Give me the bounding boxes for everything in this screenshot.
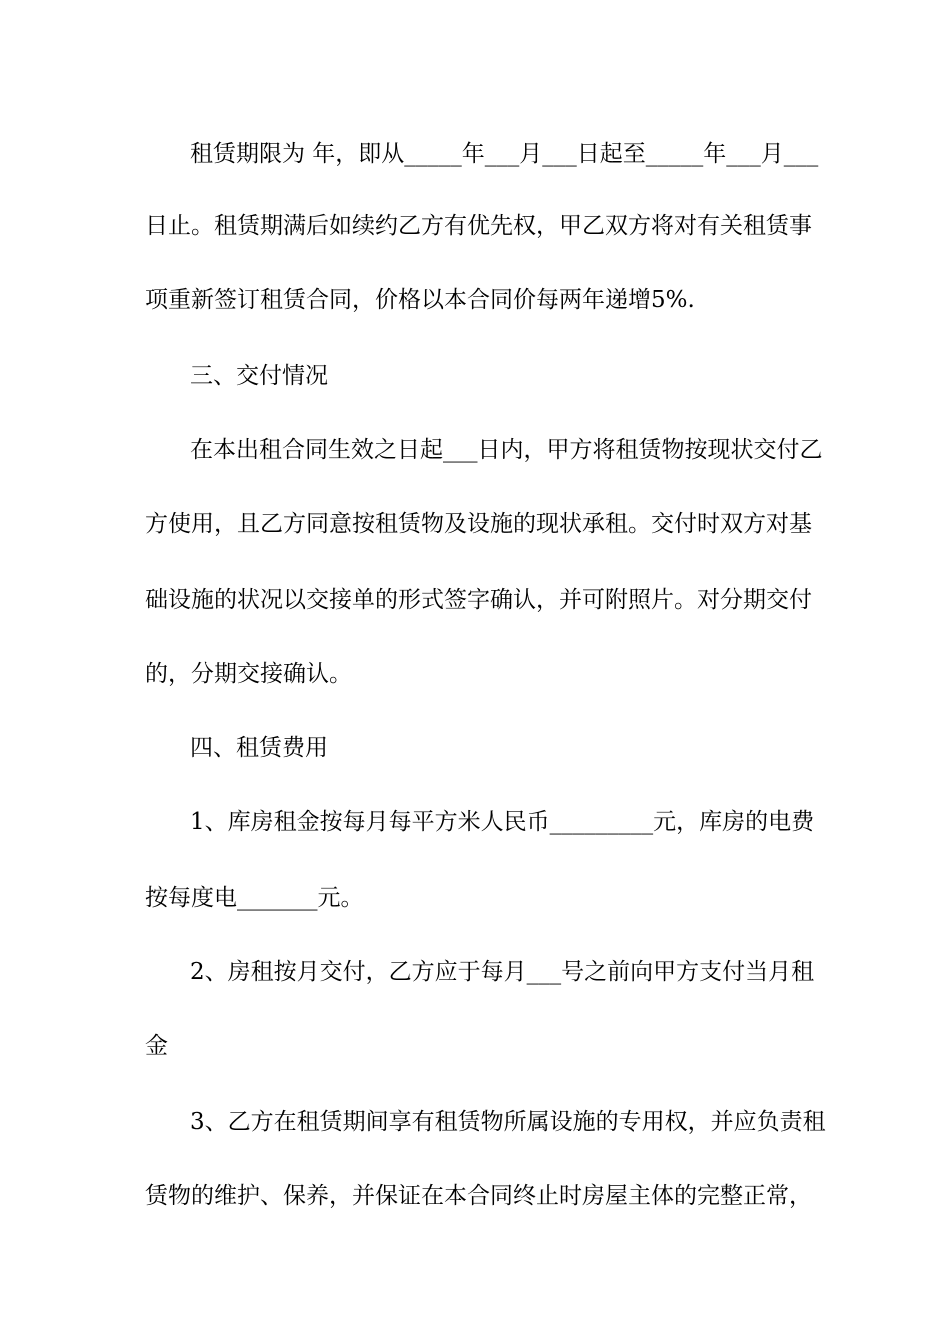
fees-item-1-line-1: 1、库房租金按每月每平方米人民币_________元，库房的电费 [190, 809, 815, 835]
fees-item-2-line-1: 2、房租按月交付，乙方应于每月___号之前向甲方支付当月租 [190, 959, 815, 985]
lease-term-line-3: 项重新签订租赁合同，价格以本合同价每两年递增5%. [145, 287, 695, 313]
delivery-line-2: 方使用，且乙方同意按租赁物及设施的现状承租。交付时双方对基 [145, 511, 812, 537]
fees-item-2-line-2: 金 [145, 1033, 168, 1059]
delivery-line-1: 在本出租合同生效之日起___日内，甲方将租赁物按现状交付乙 [190, 437, 823, 463]
fees-item-1-line-2: 按每度电_______元。 [145, 885, 364, 911]
fees-item-3-line-2: 赁物的维护、保养，并保证在本合同终止时房屋主体的完整正常， [145, 1183, 812, 1209]
section-heading-delivery: 三、交付情况 [190, 363, 328, 389]
section-heading-fees: 四、租赁费用 [190, 735, 328, 761]
delivery-line-3: 础设施的状况以交接单的形式签字确认，并可附照片。对分期交付 [145, 587, 812, 613]
lease-term-line-2: 日止。租赁期满后如续约乙方有优先权，甲乙双方将对有关租赁事 [145, 213, 812, 239]
delivery-line-4: 的，分期交接确认。 [145, 661, 352, 687]
fees-item-3-line-1: 3、乙方在租赁期间享有租赁物所属设施的专用权，并应负责租 [190, 1109, 826, 1135]
lease-term-line-1: 租赁期限为 年，即从_____年___月___日起至_____年___月___ [190, 141, 819, 167]
